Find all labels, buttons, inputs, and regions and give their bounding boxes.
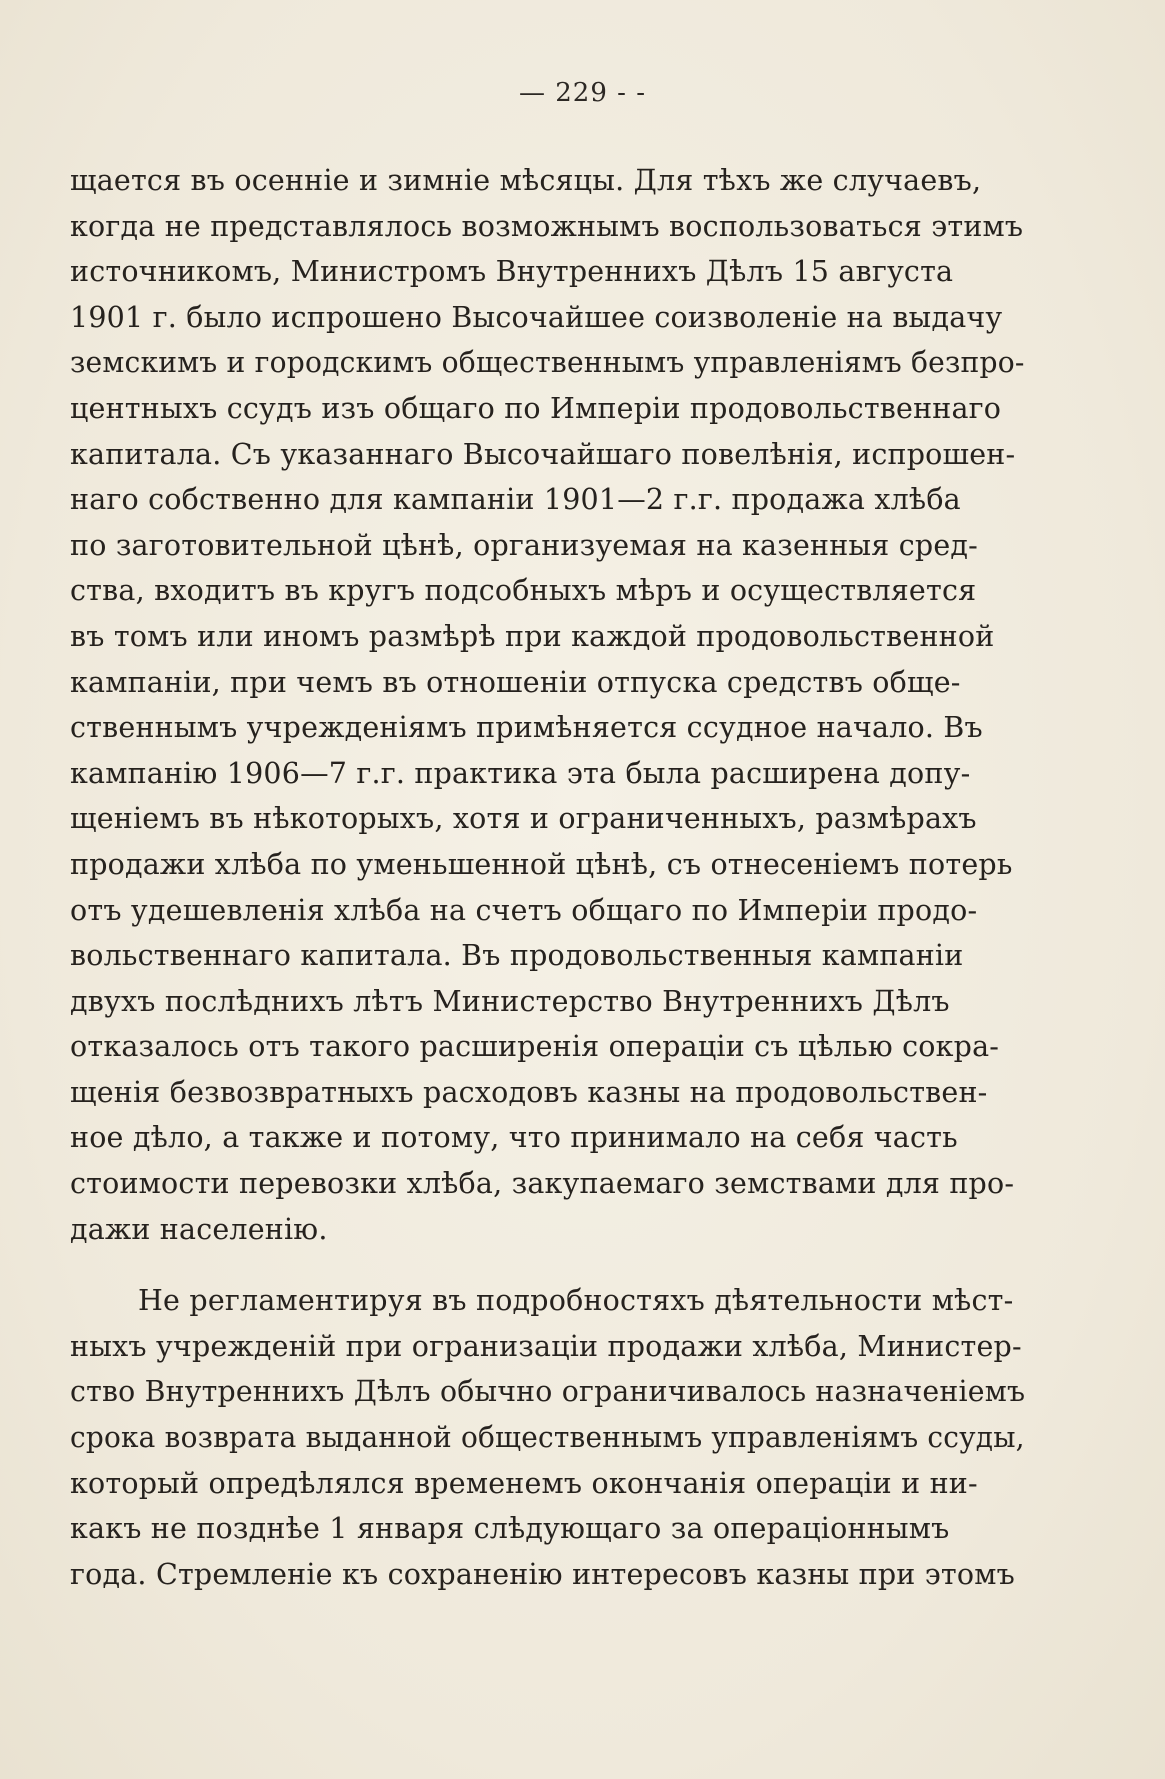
text-line: земскимъ и городскимъ общественнымъ управленіямъ безпро-: [70, 346, 1025, 380]
text-line: щеніемъ въ нѣкоторыхъ, хотя и ограниченныхъ, размѣрахъ: [70, 802, 977, 836]
text-line: срока возврата выданной общественнымъ управленіямъ ссуды,: [70, 1421, 1025, 1455]
paragraph: [70, 158, 1025, 1252]
text-line: дажи населенію.: [70, 1212, 328, 1246]
text-line: Не регламентируя въ подробностяхъ дѣятельности мѣст-: [138, 1284, 1014, 1318]
paragraph-gap: [70, 1252, 1025, 1278]
paragraph: [70, 1278, 1025, 1597]
text-line: въ томъ или иномъ размѣрѣ при каждой продовольственной: [70, 619, 995, 653]
text-line: щенія безвозвратныхъ расходовъ казны на продовольствен-: [70, 1075, 988, 1109]
text-line: ныхъ учрежденій при огранизаціи продажи хлѣба, Министер-: [70, 1329, 1022, 1363]
text-line: кампаніи, при чемъ въ отношеніи отпуска средствъ обще-: [70, 665, 961, 699]
text-line: наго собственно для кампаніи 1901—2 г.г. продажа хлѣба: [70, 483, 961, 517]
text-line: источникомъ, Министромъ Внутреннихъ Дѣлъ 15 августа: [70, 255, 954, 289]
text-line: по заготовительной цѣнѣ, организуемая на казенныя сред-: [70, 528, 978, 562]
text-line: ства, входитъ въ кругъ подсобныхъ мѣръ и осуществляется: [70, 574, 977, 608]
text-line: отказалось отъ такого расширенія операціи съ цѣлью сокра-: [70, 1030, 1000, 1064]
text-line: ственнымъ учрежденіямъ примѣняется ссудное начало. Въ: [70, 711, 983, 745]
text-line: отъ удешевленія хлѣба на счетъ общаго по Имперіи продо-: [70, 893, 978, 927]
text-line: щается въ осенніе и зимніе мѣсяцы. Для тѣхъ же случаевъ,: [70, 164, 982, 197]
text-line: кампанію 1906—7 г.г. практика эта была расширена допу-: [70, 756, 971, 790]
text-line: года. Стремленіе къ сохраненію интересовъ казны при этомъ: [70, 1557, 1015, 1591]
text-line: двухъ послѣднихъ лѣтъ Министерство Внутреннихъ Дѣлъ: [70, 984, 950, 1018]
text-line: какъ не позднѣе 1 января слѣдующаго за операціоннымъ: [70, 1512, 950, 1546]
text-line: когда не представлялось возможнымъ воспользоваться этимъ: [70, 209, 1024, 243]
text-line: капитала. Съ указаннаго Высочайшаго повелѣнія, испрошен-: [70, 437, 1016, 471]
page-number: — 229 - -: [519, 78, 646, 108]
text-line: продажи хлѣба по уменьшенной цѣнѣ, съ отнесеніемъ потерь: [70, 847, 1013, 881]
text-line: 1901 г. было испрошено Высочайшее соизволеніе на выдачу: [70, 300, 1003, 334]
text-line: центныхъ ссудъ изъ общаго по Имперіи продовольственнаго: [70, 391, 1002, 425]
text-line: вольственнаго капитала. Въ продовольственныя кампаніи: [70, 939, 964, 973]
body-text: [70, 158, 1025, 1597]
text-line: который опредѣлялся временемъ окончанія операціи и ни-: [70, 1466, 978, 1500]
text-line: ство Внутреннихъ Дѣлъ обычно ограничивалось назначеніемъ: [70, 1375, 1026, 1409]
text-line: стоимости перевозки хлѣба, закупаемаго земствами для про-: [70, 1167, 1015, 1201]
text-line: ное дѣло, а также и потому, что принимало на себя часть: [70, 1121, 958, 1155]
